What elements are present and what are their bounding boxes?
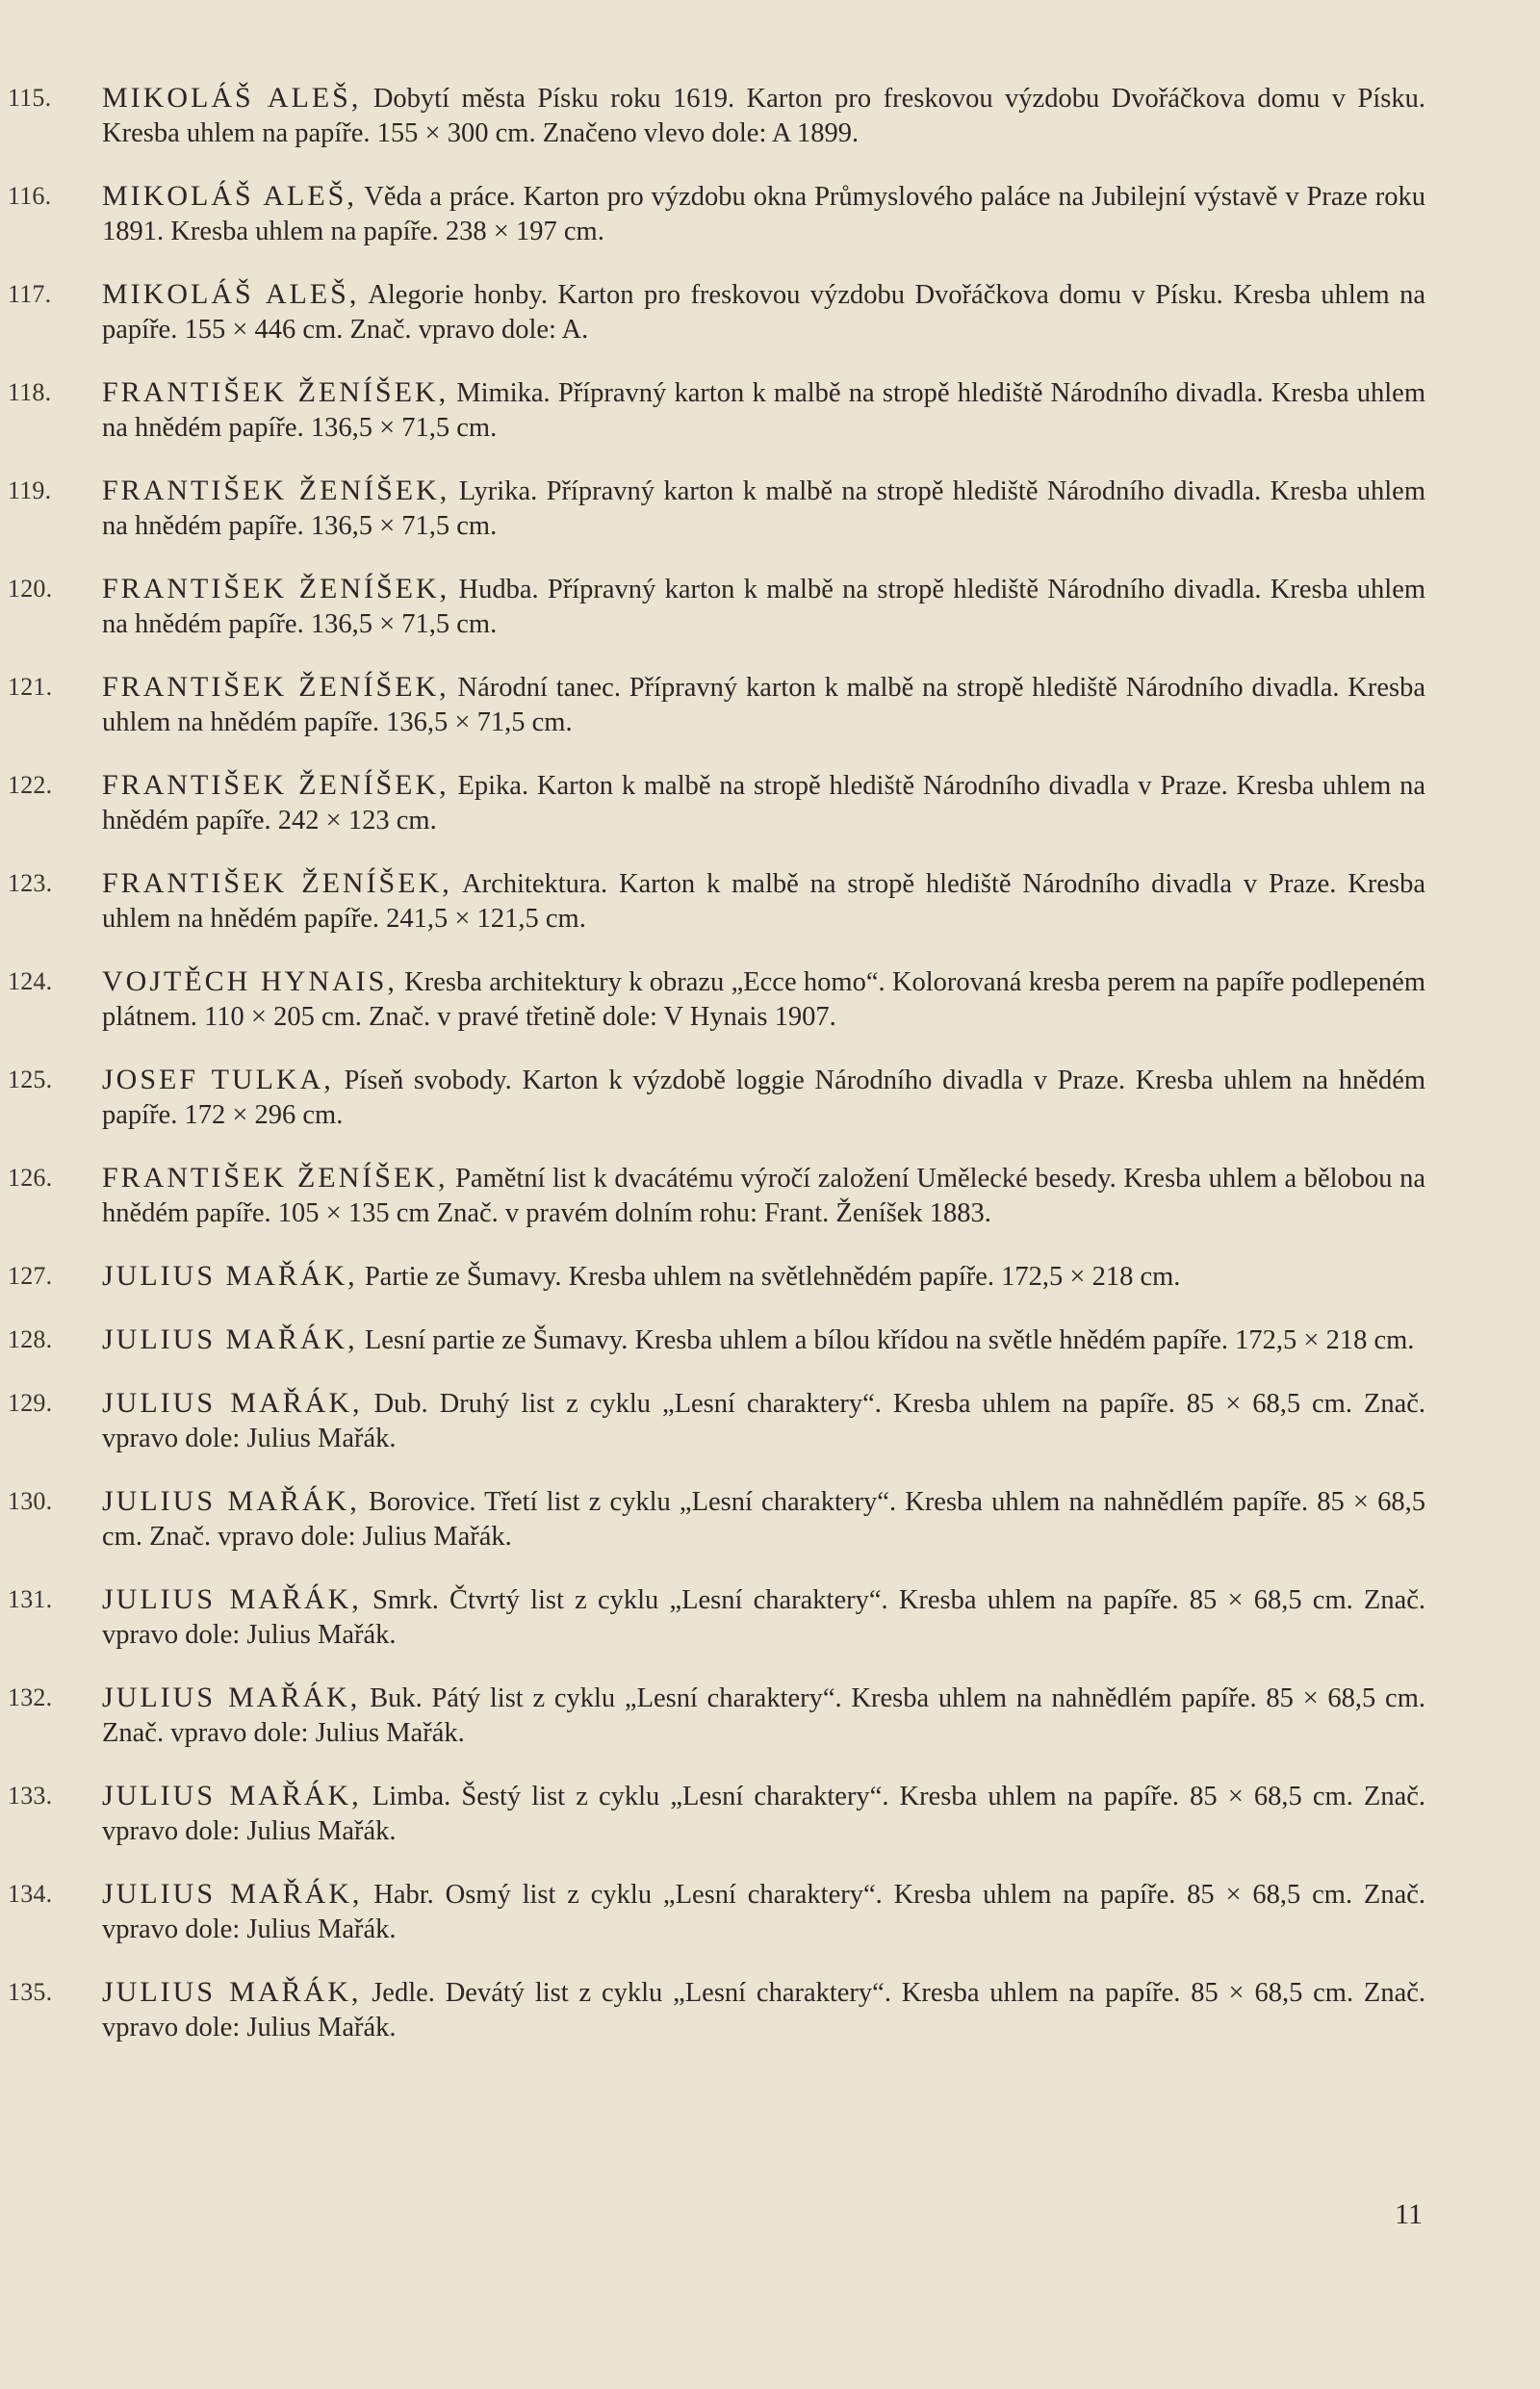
entry-author: JULIUS MAŘÁK, bbox=[102, 1976, 362, 2008]
catalog-entry bbox=[0, 670, 1425, 740]
entry-number: 117. bbox=[8, 280, 52, 308]
entry-description: Kresba architektury k obrazu „Ecce homo“. Kolorovaná kresba perem na papíře podlepeném plátnem. 110 × 205 cm. Znač. v pravé třetině dole: V Hynais 1907. bbox=[102, 967, 1425, 1032]
entry-author: FRANTIŠEK ŽENÍŠEK, bbox=[102, 376, 449, 408]
catalog-entry bbox=[0, 1582, 1425, 1653]
catalog-entry bbox=[0, 1975, 1425, 2045]
catalog-entry bbox=[0, 375, 1425, 446]
catalog-entry bbox=[0, 179, 1425, 249]
catalog-entry bbox=[0, 1386, 1425, 1456]
entry-author: FRANTIŠEK ŽENÍŠEK, bbox=[102, 769, 449, 801]
entry-description: Píseň svobody. Karton k výzdobě loggie Národního divadla v Praze. Kresba uhlem na hnědém papíře. 172 × 296 cm. bbox=[102, 1066, 1426, 1130]
entry-author: JULIUS MAŘÁK, bbox=[102, 1485, 360, 1517]
entry-description: Lesní partie ze Šumavy. Kresba uhlem a bílou křídou na světle hnědém papíře. 172,5 × 218 cm. bbox=[364, 1325, 1415, 1355]
catalog-entry bbox=[0, 866, 1425, 937]
entry-number: 118. bbox=[8, 378, 52, 406]
entry-author: JOSEF TULKA, bbox=[102, 1064, 334, 1095]
entry-description: Pamětní list k dvacátému výročí založení Umělecké besedy. Kresba uhlem a bělobou na hnědém papíře. 105 × 135 cm Znač. v pravém dolním rohu: Frant. Ženíšek 1883. bbox=[102, 1164, 1426, 1228]
entry-author: JULIUS MAŘÁK, bbox=[102, 1323, 358, 1355]
entry-number: 116. bbox=[8, 182, 52, 210]
catalog-entry bbox=[0, 768, 1425, 838]
catalog-entry bbox=[0, 1063, 1425, 1133]
entry-number: 124. bbox=[8, 967, 53, 995]
entry-author: JULIUS MAŘÁK, bbox=[102, 1583, 362, 1615]
catalog-entry bbox=[0, 1323, 1425, 1358]
entry-author: FRANTIŠEK ŽENÍŠEK, bbox=[102, 475, 450, 506]
entry-description: Partie ze Šumavy. Kresba uhlem na světlehnědém papíře. 172,5 × 218 cm. bbox=[364, 1262, 1181, 1292]
entry-description: Smrk. Čtvrtý list z cyklu „Lesní charaktery“. Kresba uhlem na papíře. 85 × 68,5 cm. Znač. vpravo dole: Julius Mařák. bbox=[102, 1585, 1426, 1650]
entry-author: VOJTĚCH HYNAIS, bbox=[102, 965, 398, 997]
catalog-entry bbox=[0, 1259, 1425, 1295]
entry-number: 123. bbox=[8, 869, 53, 897]
entry-number: 131. bbox=[8, 1585, 53, 1613]
entry-number: 135. bbox=[8, 1978, 53, 2006]
entry-author: JULIUS MAŘÁK, bbox=[102, 1682, 361, 1713]
catalog-entry bbox=[0, 1681, 1425, 1751]
entry-author: JULIUS MAŘÁK, bbox=[102, 1260, 358, 1292]
catalog-entry bbox=[0, 1161, 1425, 1231]
entry-author: JULIUS MAŘÁK, bbox=[102, 1780, 362, 1811]
entry-description: Epika. Karton k malbě na stropě hlediště Národního divadla v Praze. Kresba uhlem na hnědém papíře. 242 × 123 cm. bbox=[102, 771, 1425, 835]
entry-number: 133. bbox=[8, 1782, 53, 1810]
entry-number: 120. bbox=[8, 575, 53, 603]
catalog-entry bbox=[0, 572, 1425, 642]
entry-description: Národní tanec. Přípravný karton k malbě na stropě hlediště Národního divadla. Kresba uhlem na hnědém papíře. 136,5 × 71,5 cm. bbox=[102, 673, 1426, 737]
entry-description: Jedle. Devátý list z cyklu „Lesní charaktery“. Kresba uhlem na papíře. 85 × 68,5 cm. Znač. vpravo dole: Julius Mařák. bbox=[102, 1978, 1426, 2042]
entry-number: 127. bbox=[8, 1262, 53, 1290]
entry-author: MIKOLÁŠ ALEŠ, bbox=[102, 278, 360, 310]
entry-number: 126. bbox=[8, 1164, 53, 1192]
entry-number: 121. bbox=[8, 673, 53, 701]
entry-number: 119. bbox=[8, 476, 52, 504]
catalog-entry bbox=[0, 277, 1425, 347]
catalog-entry bbox=[0, 1877, 1425, 1947]
catalog-entry bbox=[0, 964, 1425, 1035]
entry-number: 125. bbox=[8, 1066, 53, 1093]
entry-description: Alegorie honby. Karton pro freskovou výzdobu Dvořáčkova domu v Písku. Kresba uhlem na papíře. 155 × 446 cm. Znač. vpravo dole: A. bbox=[102, 280, 1425, 345]
catalog-entries bbox=[0, 81, 1540, 2073]
entry-description: Mimika. Přípravný karton k malbě na stropě hlediště Národního divadla. Kresba uhlem na hnědém papíře. 136,5 × 71,5 cm. bbox=[102, 378, 1425, 443]
entry-number: 128. bbox=[8, 1325, 53, 1353]
entry-author: FRANTIŠEK ŽENÍŠEK, bbox=[102, 573, 450, 604]
catalog-entry bbox=[0, 474, 1425, 544]
page-number: 11 bbox=[1395, 2198, 1423, 2230]
entry-number: 122. bbox=[8, 771, 53, 799]
entry-author: FRANTIŠEK ŽENÍŠEK, bbox=[102, 671, 449, 703]
entry-author: FRANTIŠEK ŽENÍŠEK, bbox=[102, 867, 452, 899]
entry-description: Věda a práce. Karton pro výzdobu okna Průmyslového paláce na Jubilejní výstavě v Praze roku 1891. Kresba uhlem na papíře. 238 × 197 cm. bbox=[102, 182, 1425, 246]
entry-author: JULIUS MAŘÁK, bbox=[102, 1387, 363, 1419]
entry-author: MIKOLÁŠ ALEŠ, bbox=[102, 180, 357, 212]
entry-description: Dub. Druhý list z cyklu „Lesní charaktery“. Kresba uhlem na papíře. 85 × 68,5 cm. Znač. vpravo dole: Julius Mařák. bbox=[102, 1389, 1425, 1453]
catalog-entry bbox=[0, 1484, 1425, 1554]
entry-author: JULIUS MAŘÁK, bbox=[102, 1878, 363, 1910]
entry-number: 130. bbox=[8, 1487, 53, 1515]
entry-description: Buk. Pátý list z cyklu „Lesní charaktery“. Kresba uhlem na nahnědlém papíře. 85 × 68,5 cm. Znač. vpravo dole: Julius Mařák. bbox=[102, 1683, 1425, 1748]
entry-number: 134. bbox=[8, 1880, 53, 1908]
entry-author: MIKOLÁŠ ALEŠ, bbox=[102, 82, 362, 114]
entry-description: Dobytí města Písku roku 1619. Karton pro freskovou výzdobu Dvořáčkova domu v Písku. Kresba uhlem na papíře. 155 × 300 cm. Značeno vlevo dole: A 1899. bbox=[102, 84, 1425, 148]
catalog-entry bbox=[0, 81, 1425, 151]
catalog-entry bbox=[0, 1779, 1425, 1849]
entry-description: Hudba. Přípravný karton k malbě na stropě hlediště Národního divadla. Kresba uhlem na hnědém papíře. 136,5 × 71,5 cm. bbox=[102, 575, 1426, 639]
entry-number: 115. bbox=[8, 84, 52, 112]
entry-description: Habr. Osmý list z cyklu „Lesní charaktery“. Kresba uhlem na papíře. 85 × 68,5 cm. Znač. vpravo dole: Julius Mařák. bbox=[102, 1880, 1426, 1944]
entry-description: Borovice. Třetí list z cyklu „Lesní charaktery“. Kresba uhlem na nahnědlém papíře. 85 × 68,5 cm. Znač. vpravo dole: Julius Mařák. bbox=[102, 1487, 1425, 1552]
entry-description: Limba. Šestý list z cyklu „Lesní charaktery“. Kresba uhlem na papíře. 85 × 68,5 cm. Znač. vpravo dole: Julius Mařák. bbox=[102, 1782, 1426, 1846]
entry-number: 129. bbox=[8, 1389, 53, 1417]
entry-author: FRANTIŠEK ŽENÍŠEK, bbox=[102, 1162, 449, 1194]
entry-number: 132. bbox=[8, 1683, 53, 1711]
entry-description: Lyrika. Přípravný karton k malbě na stropě hlediště Národního divadla. Kresba uhlem na hnědém papíře. 136,5 × 71,5 cm. bbox=[102, 476, 1425, 541]
entry-description: Architektura. Karton k malbě na stropě hlediště Národního divadla v Praze. Kresba uhlem na hnědém papíře. 241,5 × 121,5 cm. bbox=[102, 869, 1425, 934]
